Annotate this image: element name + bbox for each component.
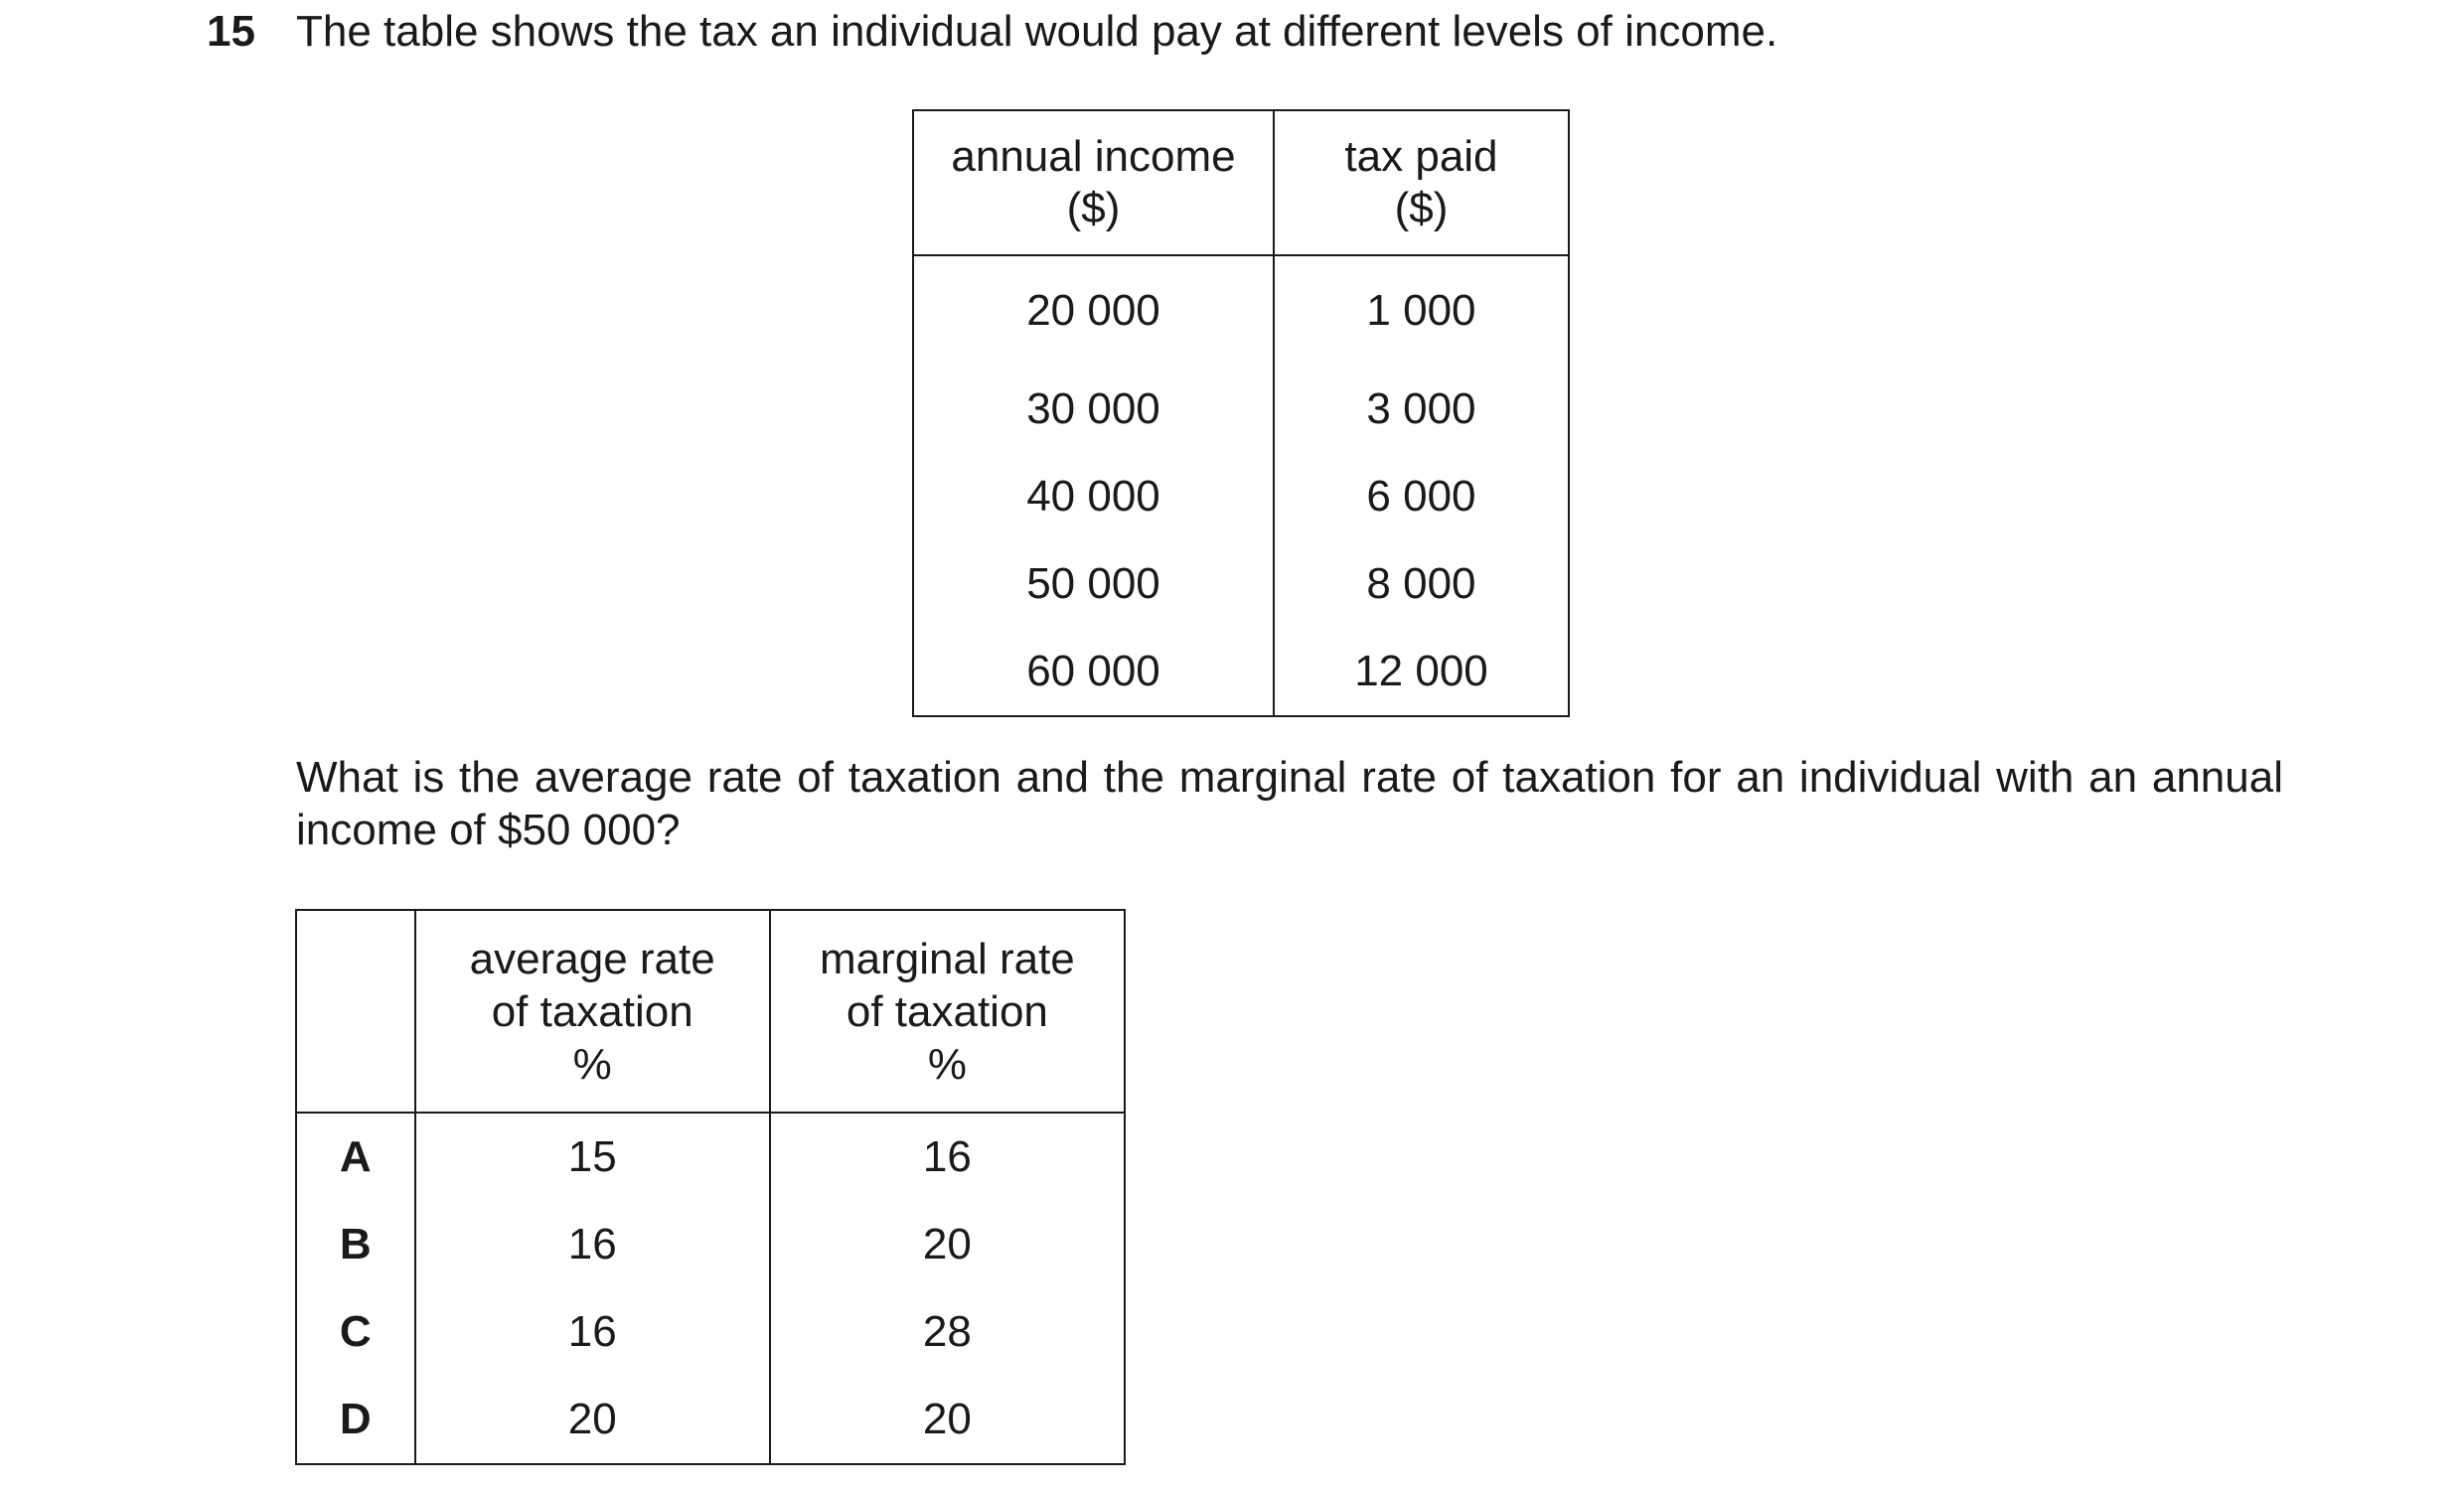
header-line: tax paid xyxy=(1344,132,1498,181)
table-header-row xyxy=(913,110,1569,255)
question-prompt: What is the average rate of taxation and the marginal rate of taxation for an individual with an annual income of $50 000? xyxy=(296,753,2283,854)
option-key: D xyxy=(296,1376,415,1464)
tax-cell: 1 000 xyxy=(1274,255,1569,366)
average-rate-cell: 16 xyxy=(415,1201,770,1288)
average-rate-cell: 16 xyxy=(415,1288,770,1376)
option-key: B xyxy=(296,1201,415,1288)
header-unit: ($) xyxy=(1066,184,1121,232)
marginal-rate-cell: 16 xyxy=(770,1113,1125,1201)
income-cell: 40 000 xyxy=(913,453,1274,540)
table-row xyxy=(913,366,1569,453)
average-rate-cell: 20 xyxy=(415,1376,770,1464)
answer-options-table xyxy=(295,909,1126,1465)
header-annual-income xyxy=(913,110,1274,255)
income-cell: 60 000 xyxy=(913,628,1274,716)
question-number: 15 xyxy=(207,7,255,56)
tax-cell: 12 000 xyxy=(1274,628,1569,716)
header-line: marginal rate xyxy=(820,934,1075,983)
marginal-rate-cell: 20 xyxy=(770,1376,1125,1464)
table-row xyxy=(913,255,1569,366)
income-cell: 30 000 xyxy=(913,366,1274,453)
header-line: average rate xyxy=(469,934,715,983)
tax-cell: 6 000 xyxy=(1274,453,1569,540)
header-line: annual income xyxy=(951,132,1236,181)
header-unit: ($) xyxy=(1394,184,1449,232)
average-rate-cell: 15 xyxy=(415,1113,770,1201)
answer-option-a[interactable] xyxy=(296,1113,1125,1201)
answer-option-d[interactable] xyxy=(296,1376,1125,1464)
answer-option-b[interactable] xyxy=(296,1201,1125,1288)
table-row xyxy=(913,453,1569,540)
table-row xyxy=(913,628,1569,716)
question-intro: The table shows the tax an individual would pay at different levels of income. xyxy=(296,7,1778,56)
table-header-row xyxy=(296,910,1125,1113)
header-tax-paid xyxy=(1274,110,1569,255)
income-cell: 50 000 xyxy=(913,540,1274,628)
header-option-key xyxy=(296,910,415,1113)
answer-option-c[interactable] xyxy=(296,1288,1125,1376)
header-average-rate xyxy=(415,910,770,1113)
header-unit: % xyxy=(572,1039,612,1089)
tax-cell: 8 000 xyxy=(1274,540,1569,628)
table-row xyxy=(913,540,1569,628)
header-unit: % xyxy=(927,1039,967,1089)
option-key: C xyxy=(296,1288,415,1376)
header-line: of taxation xyxy=(846,986,1048,1036)
marginal-rate-cell: 20 xyxy=(770,1201,1125,1288)
option-key: A xyxy=(296,1113,415,1201)
income-cell: 20 000 xyxy=(913,255,1274,366)
header-marginal-rate xyxy=(770,910,1125,1113)
header-line: of taxation xyxy=(491,986,693,1036)
marginal-rate-cell: 28 xyxy=(770,1288,1125,1376)
income-tax-table xyxy=(912,109,1570,717)
tax-cell: 3 000 xyxy=(1274,366,1569,453)
